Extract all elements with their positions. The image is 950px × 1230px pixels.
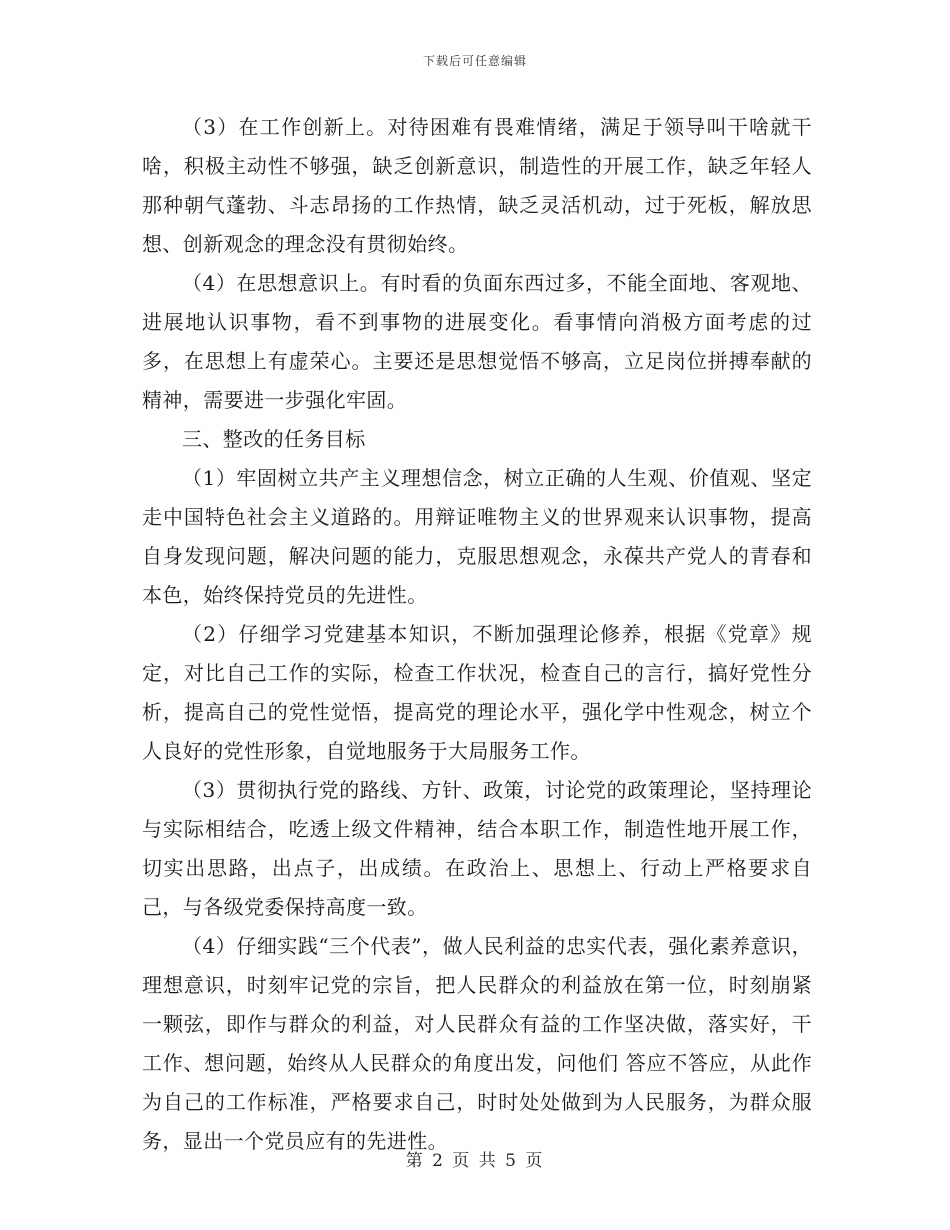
goal-item-4: （4）仔细实践“三个代表”，做人民利益的忠实代表，强化素养意识，理想意识，时刻牢记党的宗旨，把人民群众的利益放在第一位，时刻崩紧一颗弦，即作与群众的利益，对人民群众有益的工作坚决做，落实好，干工作、想问题，始终从人民群众的角度出发，问他们 答应不答应，从此作为自己的工作标准，严格要求自己，时时处处做到为人民服务，为群众服务，显出一个党员应有的先进性。 bbox=[142, 934, 812, 1153]
goal-item-2: （2）仔细学习党建基本知识，不断加强理论修养，根据《党章》规定，对比自己工作的实际，检查工作状况，检查自己的言行，搞好党性分析，提高自己的党性觉悟，提高党的理论水平，强化学中性观念，树立个人良好的党性形象，自觉地服务于大局服务工作。 bbox=[142, 622, 812, 763]
goal-item-1: （1）牢固树立共产主义理想信念，树立正确的人生观、价值观、坚定走中国特色社会主义道路的。用辩证唯物主义的世界观来认识事物，提高自身发现问题，解决问题的能力，克服思想观念，永葆共产党人的青春和本色，始终保持党员的先进性。 bbox=[142, 466, 812, 607]
goal-item-3: （3）贯彻执行党的路线、方针、政策，讨论党的政策理论，坚持理论与实际相结合，吃透上级文件精神，结合本职工作，制造性地开展工作，切实出思路，出点子，出成绩。在政治上、思想上、行动上严格要求自己，与各级党委保持高度一致。 bbox=[142, 778, 812, 919]
page-header: 下载后可任意编辑 bbox=[422, 54, 527, 68]
document-body bbox=[142, 108, 812, 1161]
paragraph-ideological-awareness: （4）在思想意识上。有时看的负面东西过多，不能全面地、客观地、进展地认识事物，看不到事物的进展变化。看事情向消极方面考虑的过多，在思想上有虚荣心。主要还是思想觉悟不够高，立足岗位拼搏奉献的精神，需要进一步强化牢固。 bbox=[142, 271, 812, 412]
page-number-footer: 第 2 页 共 5 页 bbox=[405, 1151, 545, 1171]
section-heading: 三、整改的任务目标 bbox=[182, 427, 366, 451]
paragraph-work-innovation: （3）在工作创新上。对待困难有畏难情绪，满足于领导叫干啥就干啥，积极主动性不够强，缺乏创新意识，制造性的开展工作，缺乏年轻人那种朝气蓬勃、斗志昂扬的工作热情，缺乏灵活机动，过于死板，解放思想、创新观念的理念没有贯彻始终。 bbox=[142, 115, 812, 256]
